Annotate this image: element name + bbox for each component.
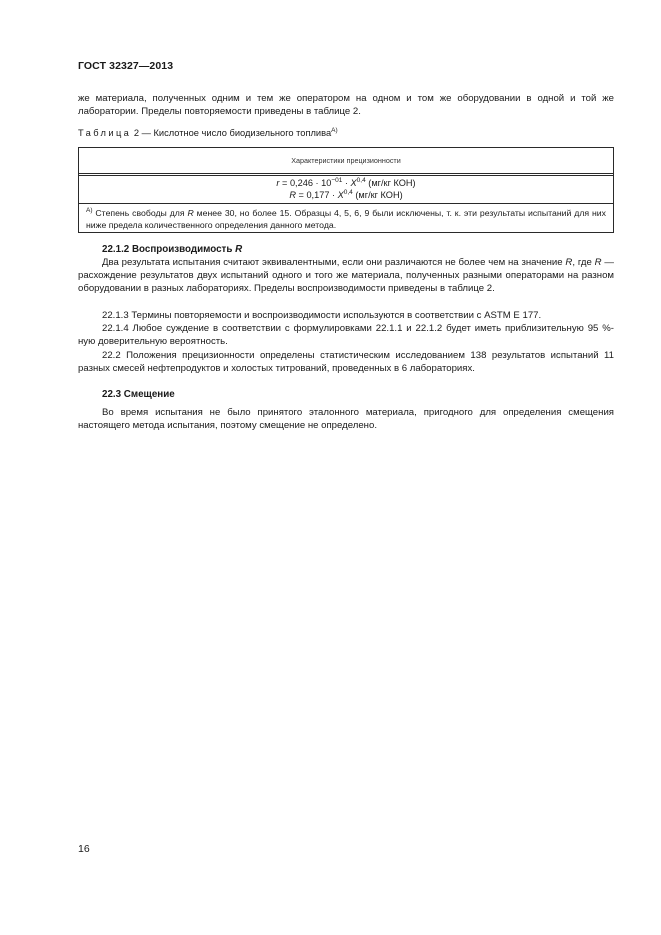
table-caption [78, 128, 338, 138]
section-heading-22-3: 22.3 Смещение [102, 389, 175, 400]
table-top-border [78, 147, 614, 148]
formula-r-symbol: r [276, 178, 280, 188]
table-header-cell: Характеристики прецизионности [291, 156, 401, 165]
formula-reproducibility: R = 0,177 · X$^{0,4}$ (мг/кг КОН) [289, 188, 403, 200]
table-caption-footnote-marker: А) [331, 126, 338, 134]
formula-R-symbol: R [289, 190, 296, 200]
paragraph-22-3: Во время испытания не было принятого эталонного материала, пригодного для определения смещения настоящего метода испытания, поэтому смещение не определено. [78, 407, 614, 431]
paragraph-22-1-3: 22.1.3 Термины повторяемости и воспроизводимости используются в соответствии с ASTM E 177. [102, 310, 542, 321]
section-heading-22-1-2: 22.1.2 Воспроизводимость R [102, 244, 243, 255]
table-footnote: $^{А)}$ Степень свободы для R менее 30, но более 15. Образцы 4, 5, 6, 9 были исключены, т. к. эти результаты испытаний для них ниже предела количественного определения данного метода. [86, 207, 606, 231]
document-header: ГОСТ 32327—2013 [78, 60, 174, 72]
paragraph-22-2: 22.2 Положения прецизионности определены статистическим исследованием 138 результатов испытаний 11 разных смесей нефтепродуктов и холостых титрований, проведенных в 6 лабораториях. [78, 350, 614, 374]
table-header-border-double [78, 175, 614, 176]
table-footnote-marker: А) [86, 207, 93, 215]
table-caption-text: 2 — Кислотное число биодизельного топлива [131, 128, 332, 138]
table-body-border [78, 203, 614, 204]
paragraph-22-1-4: 22.1.4 Любое суждение в соответствии с формулировками 22.1.1 и 22.1.2 будет иметь приблизительную 95 %-ную доверительную вероятность. [78, 323, 614, 347]
table-header-border [78, 173, 614, 174]
intro-paragraph: же материала, полученных одним и тем же оператором на одном и том же оборудовании в одной и той же лаборатории. Пределы повторяемости приведены в таблице 2. [78, 93, 614, 117]
paragraph-22-1-2: Два результата испытания считают эквивалентными, если они различаются не более чем на значение R, где R — расхождение результатов двух испытаний одного и того же материала, полученных разными операторами на разном оборудовании в разных лабораториях. Пределы воспроизводимости приведены в таблице 2. [78, 257, 615, 294]
table-caption-prefix: Таблица [78, 128, 132, 138]
table-bottom-border [78, 232, 614, 233]
formula-repeatability: $r = 0,246 \cdot 10^{-01} \cdot X^{0,4}$ (мг/кг КОН) [276, 176, 416, 188]
precision-table [78, 147, 614, 233]
page-number: 16 [78, 843, 90, 855]
